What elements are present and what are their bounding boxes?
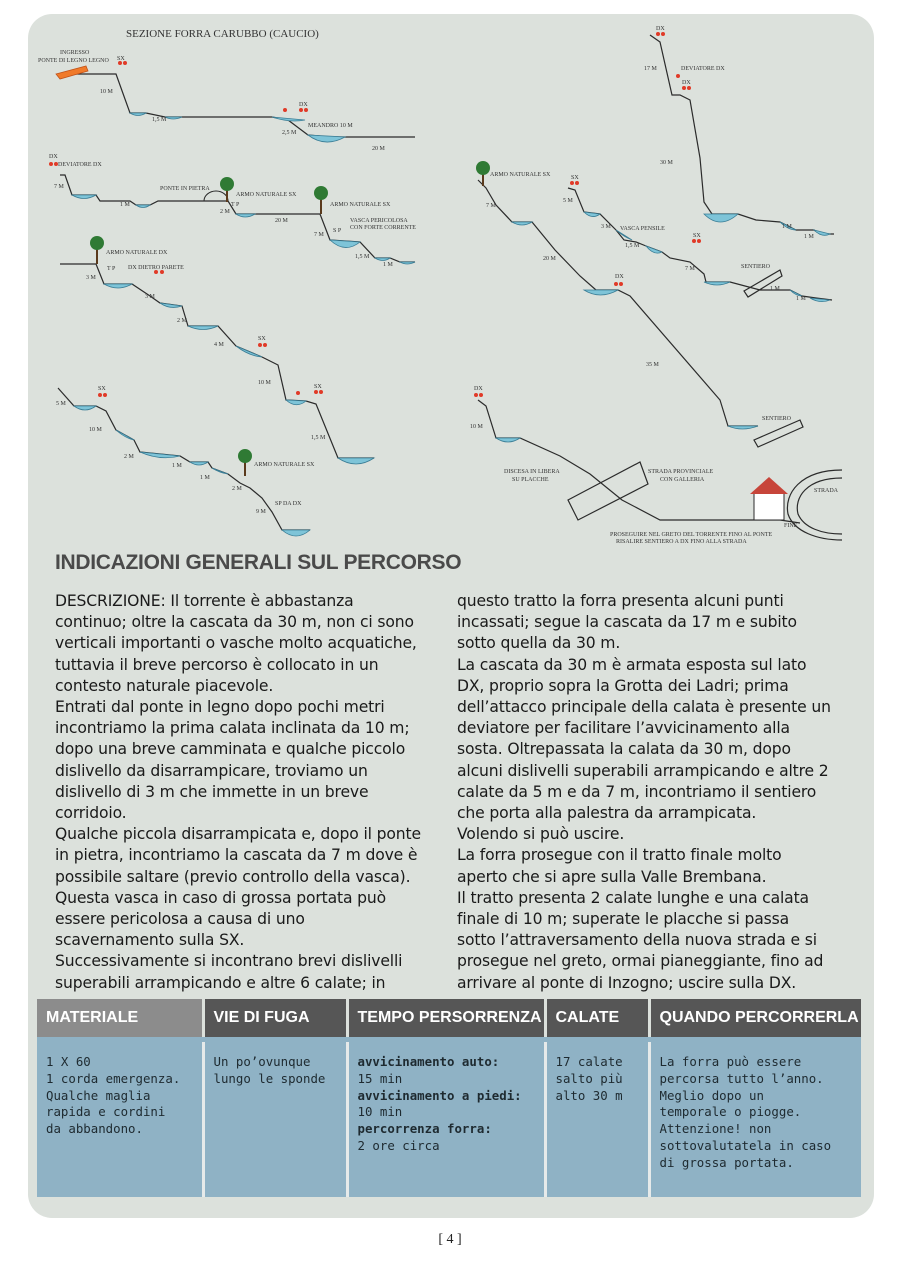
text-line: Questa vasca in caso di grossa portata può (55, 888, 387, 907)
diagram-label: ARMO NATURALE SX (330, 202, 391, 208)
diagram-label: VASCA PENSILE (620, 226, 665, 232)
text-line: DESCRIZIONE: Il torrente è abbastanza (55, 592, 354, 610)
diagram-label: 1,5 M (625, 243, 640, 249)
text-line: Entrati dal ponte in legno dopo pochi metri (55, 698, 385, 717)
diagram-label: INGRESSO (60, 50, 90, 56)
cell-line: salto più (555, 1070, 623, 1086)
text-line: deviatore per facilitare l’avvicinamento alla (457, 719, 790, 738)
cell-line: lungo le sponde (213, 1070, 326, 1086)
cell-line: percorrenza forra: (357, 1121, 492, 1137)
text-line: contesto naturale piacevole. (55, 676, 274, 695)
text-line: Qualche piccola disarrampicata e, dopo il ponte (55, 825, 421, 844)
text-line: prosegue nel greto, ormai pianeggiante, fino ad (457, 952, 824, 971)
cell-line: da abbandono. (46, 1121, 143, 1137)
text-line: La forra prosegue con il tratto finale molto (457, 846, 782, 865)
cell-line: 17 calate (555, 1054, 623, 1069)
diagram-label: SENTIERO (741, 264, 770, 270)
diagram-label: 2,5 M (282, 130, 297, 136)
diagram-label: SU PLACCHE (512, 477, 549, 483)
diagram-label: 5 M (56, 401, 66, 407)
cell-materiale (37, 1040, 203, 1198)
text-line: scavernamento sulla SX. (55, 931, 245, 950)
text-line: dopo una breve camminata e qualche piccolo (55, 740, 406, 759)
text-line: dell’attacco principale della calata è presente un (457, 698, 831, 717)
page-number: [ 4 ] (438, 1232, 462, 1247)
section-title: INDICAZIONI GENERALI SUL PERCORSO (55, 551, 462, 574)
diagram-label: 2 M (177, 318, 187, 324)
text-line: tuttavia il breve percorso è collocato in un (55, 655, 379, 674)
diagram-label: DX (299, 102, 308, 108)
cell-line: La forra può essere (659, 1054, 802, 1069)
diagram-label: PONTE IN PIETRA (160, 186, 210, 192)
cell-line: alto 30 m (555, 1087, 623, 1103)
text-line: Il tratto presenta 2 calate lunghe e una calata (457, 888, 809, 907)
diagram-label: 20 M (372, 146, 385, 152)
diagram-label: T P (231, 202, 240, 208)
text-line: DX, proprio sopra la Grotta dei Ladri; prima (457, 676, 789, 695)
text-line: continuo; oltre la cascata da 30 m, non ci sono (55, 613, 414, 632)
diagram-label: S P (333, 228, 342, 234)
diagram-label: DEVIATORE DX (681, 66, 725, 72)
text-line: alcuni dislivelli superabili arrampicando e altre 2 (457, 761, 829, 780)
text-line: superabili arrampicando e altre 6 calate; in (55, 973, 386, 992)
diagram-label: T P (107, 266, 116, 272)
diagram-label: 1 M (796, 296, 806, 302)
diagram-label: CON FORTE CORRENTE (350, 225, 416, 231)
text-line: Volendo si può uscire. (457, 825, 625, 844)
diagram-label: ARMO NATURALE SX (236, 192, 297, 198)
text-line: essere pericolosa a causa di uno (55, 910, 305, 929)
diagram-label: 7 M (685, 266, 695, 272)
diagram-label: 1,5 M (311, 435, 326, 441)
text-line: verticali importanti o vasche molto acquatiche, (55, 634, 417, 653)
cell-line: 1 corda emergenza. (46, 1070, 181, 1086)
diagram-label: 1 M (770, 286, 780, 292)
diagram-label: 2 M (124, 454, 134, 460)
diagram-label: VASCA PERICOLOSA (350, 218, 408, 224)
header-vie-di-fuga: VIE DI FUGA (203, 999, 347, 1040)
diagram-label: 3 M (86, 275, 96, 281)
cell-line: 1 X 60 (46, 1054, 91, 1069)
diagram-label: 7 M (54, 184, 64, 190)
cell-line: sottovalutatela in caso (659, 1137, 832, 1153)
diagram-label: MEANDRO 10 M (308, 123, 353, 129)
text-line: incontriamo la prima calata inclinata da 10 m; (55, 719, 410, 738)
diagram-label: DX DIETRO PARETE (128, 265, 184, 271)
diagram-label: 10 M (100, 89, 113, 95)
diagram-title: SEZIONE FORRA CARUBBO (CAUCIO) (126, 28, 319, 40)
cell-calate (545, 1040, 649, 1198)
diagram-label: RISALIRE SENTIERO A DX FINO ALLA STRADA (616, 539, 747, 545)
text-line: Successivamente si incontrano brevi dislivelli (55, 952, 403, 971)
diagram-label: 20 M (543, 256, 556, 262)
diagram-label: STRADA PROVINCIALE (648, 469, 714, 475)
diagram-label: 35 M (646, 362, 659, 368)
cell-line: 10 min (357, 1104, 403, 1120)
text-line: sotto quella da 30 m. (457, 634, 621, 653)
diagram-label: CON GALLERIA (660, 477, 705, 483)
cell-line: Qualche maglia (46, 1087, 151, 1103)
cell-line: di grossa portata. (659, 1154, 794, 1170)
diagram-label: 4 M (214, 342, 224, 348)
diagram-label: PROSEGUIRE NEL GRETO DEL TORRENTE FINO AL PONTE (610, 532, 773, 538)
header-tempo: TEMPO PERSORRENZA (347, 999, 545, 1040)
diagram-label: 3 M (601, 224, 611, 230)
diagram-label: SP DA DX (275, 501, 302, 507)
text-line: possibile saltare (previo controllo della vasca). (55, 867, 411, 886)
diagram-label: 1 M (200, 475, 210, 481)
diagram-label: SX (258, 336, 266, 342)
text-line: aperto che si apre sulla Valle Brembana. (457, 867, 767, 886)
cell-line: Un po’ovunque (213, 1054, 311, 1069)
diagram-label: 1 M (120, 202, 130, 208)
diagram-label: 30 M (660, 160, 673, 166)
diagram-label: 5 M (563, 198, 573, 204)
cell-vie-di-fuga (203, 1040, 347, 1198)
text-line: che porta alla palestra da arrampicata. (457, 804, 757, 823)
diagram-label: 2 M (220, 209, 230, 215)
cell-line: rapida e cordini (46, 1104, 166, 1120)
text-line: sotto l’attraversamento della nuova strada e si (457, 931, 817, 950)
text-line: dislivello da disarrampicare, troviamo un (55, 761, 368, 780)
diagram-label: DISCESA IN LIBERA (504, 469, 560, 475)
info-table (37, 999, 861, 1197)
diagram-label: 1 M (804, 234, 814, 240)
text-line: incassati; segue la cascata da 17 m e subito (457, 613, 797, 632)
diagram-label: SX (571, 175, 579, 181)
header-quando: QUANDO PERCORRERLA (649, 999, 861, 1040)
diagram-label: DX (474, 386, 483, 392)
diagram-label: 1,5 M (152, 117, 167, 123)
diagram-label: DX (49, 154, 58, 160)
diagram-label: DX (656, 26, 665, 32)
diagram-label: 17 M (644, 66, 657, 72)
diagram-label: DEVIATORE DX (58, 162, 102, 168)
diagram-label: DX (615, 274, 624, 280)
diagram-label: 2 M (232, 486, 242, 492)
cell-line: avvicinamento a piedi: (357, 1087, 522, 1103)
description-column-right (457, 591, 849, 994)
diagram-label: 20 M (275, 218, 288, 224)
text-line: corridoio. (55, 804, 127, 823)
diagram-label: 10 M (89, 427, 102, 433)
diagram-label: PONTE DI LEGNO LEGNO (38, 58, 109, 64)
diagram-label: 7 M (486, 203, 496, 209)
diagram-label: SX (98, 386, 106, 392)
text-line: sosta. Oltrepassata la calata da 30 m, dopo (457, 740, 791, 759)
text-line: finale di 10 m; superate le placche si passa (457, 910, 789, 929)
text-line: dislivello di 3 m che immette in un breve (55, 782, 369, 801)
text-line: La cascata da 30 m è armata esposta sul lato (457, 655, 807, 674)
text-line: calate da 5 m e da 7 m, incontriamo il sentiero (457, 782, 817, 801)
text-line: questo tratto la forra presenta alcuni punti (457, 592, 784, 610)
text-line: arrivare al ponte di Inzogno; uscire sulla DX. (457, 973, 797, 992)
diagram-label: 1 M (172, 463, 182, 469)
cell-line: Attenzione! non (659, 1121, 772, 1137)
cell-quando (649, 1040, 861, 1198)
text-line: in pietra, incontriamo la cascata da 7 m dove è (55, 846, 418, 865)
diagram-label: ARMO NATURALE DX (106, 250, 168, 256)
cell-tempo (347, 1040, 545, 1198)
diagram-label: DX (682, 80, 691, 86)
cell-line: 15 min (357, 1070, 403, 1086)
diagram-label: SENTIERO (762, 416, 791, 422)
diagram-label: STRADA (814, 488, 839, 494)
diagram-label: FINE (784, 523, 798, 529)
diagram-label: 3 M (145, 294, 155, 300)
header-calate: CALATE (545, 999, 649, 1040)
cell-line: temporale o piogge. (659, 1104, 802, 1120)
diagram-label: SX (693, 233, 701, 239)
cell-line: 2 ore circa (357, 1137, 440, 1153)
diagram-label: 1 M (782, 224, 792, 230)
diagram-label: 7 M (314, 232, 324, 238)
diagram-label: ARMO NATURALE SX (490, 172, 551, 178)
diagram-label: 10 M (258, 380, 271, 386)
diagram-label: 10 M (470, 424, 483, 430)
diagram-label: SX (314, 384, 322, 390)
diagram-label: 1 M (383, 262, 393, 268)
cell-line: Meglio dopo un (659, 1087, 764, 1103)
header-materiale: MATERIALE (37, 999, 203, 1040)
cell-line: percorsa tutto l’anno. (659, 1070, 824, 1086)
canyon-section-diagram (0, 0, 900, 560)
diagram-label: 1,5 M (355, 254, 370, 260)
diagram-label: SX (117, 56, 125, 62)
diagram-label: ARMO NATURALE SX (254, 462, 315, 468)
description-column-left (55, 591, 447, 994)
diagram-label: 9 M (256, 509, 266, 515)
cell-line: avvicinamento auto: (357, 1054, 500, 1069)
